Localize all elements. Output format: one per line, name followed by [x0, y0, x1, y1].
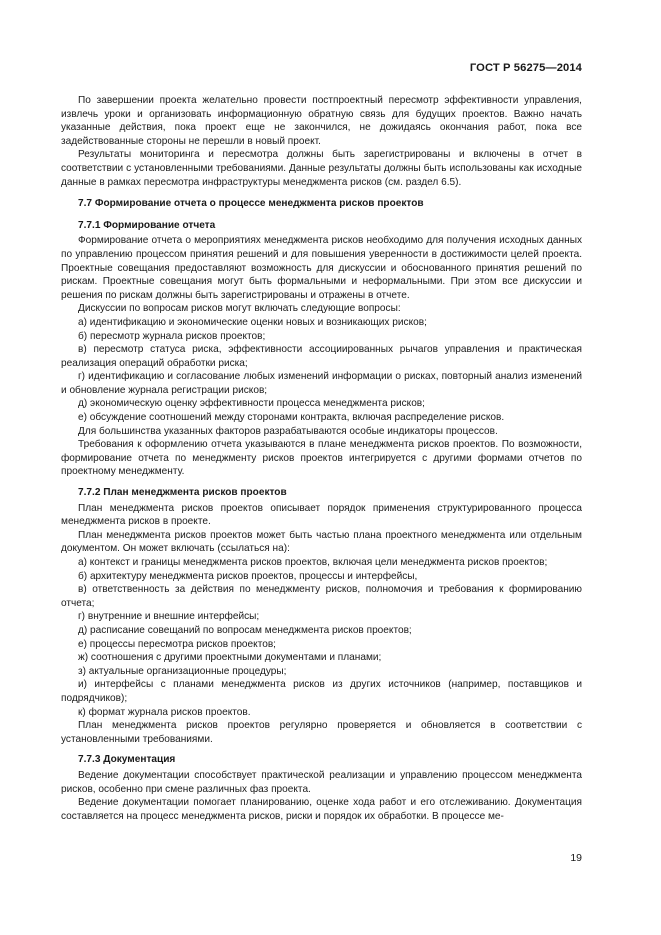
- list-item: б) пересмотр журнала рисков проектов;: [78, 330, 266, 342]
- list-item: и) интерфейсы с планами менеджмента рисков из других источников (например, поставщиков и подрядчиков);: [61, 679, 582, 704]
- paragraph: Требования к оформлению отчета указываются в плане менеджмента рисков проектов. По возможности, формирование отчета по менеджменту рисков проектов интегрируется с другими формами отчетов по проектному менеджменту.: [61, 439, 582, 478]
- list-item: г) идентификацию и согласование любых изменений информации о рисках, повторный анализ изменений и обновление журнала регистрации рисков;: [61, 371, 582, 396]
- list-item: а) идентификацию и экономические оценки новых и возникающих рисков;: [78, 316, 427, 328]
- paragraph: Дискуссии по вопросам рисков могут включать следующие вопросы:: [78, 303, 401, 315]
- paragraph: План менеджмента рисков проектов может быть частью плана проектного менеджмента или отдельным документом. Он может включать (ссылаться на):: [61, 529, 582, 555]
- section-heading-7-7-1: 7.7.1 Формирование отчета: [78, 219, 216, 231]
- paragraph: По завершении проекта желательно провести постпроектный пересмотр эффективности управления, извлечь уроки и организовать информационную обратную связь для будущих проектов. Важно начать указанные действия, пока проект еще не закончился, не дожидаясь окончания работ, пока все задействованные стороны не перешли в новый проект.: [61, 95, 582, 147]
- list-item: а) контекст и границы менеджмента рисков проектов, включая цели менеджмента рисков проектов;: [78, 557, 548, 568]
- list-item: к) формат журнала рисков проектов.: [78, 706, 251, 718]
- list-item: з) актуальные организационные процедуры;: [78, 665, 287, 677]
- document-code: ГОСТ Р 56275—2014: [469, 62, 582, 74]
- list-item: г) внутренние и внешние интерфейсы;: [78, 611, 260, 623]
- list-item: в) пересмотр статуса риска, эффективности ассоциированных рычагов управления и практическая реализация операций обработки риска;: [61, 344, 582, 369]
- list-item: д) расписание совещаний по вопросам менеджмента рисков проектов;: [78, 624, 412, 636]
- section-heading-7-7: 7.7 Формирование отчета о процессе менеджмента рисков проектов: [78, 198, 424, 210]
- paragraph: Ведение документации способствует практической реализации и управлению процессом менеджмента рисков, особенно при смене различных фаз проекта.: [61, 769, 582, 795]
- list-item: д) экономическую оценку эффективности процесса менеджмента рисков;: [78, 398, 425, 410]
- list-item: е) процессы пересмотра рисков проектов;: [78, 638, 276, 650]
- paragraph: Для большинства указанных факторов разрабатываются особые индикаторы процессов.: [78, 425, 498, 437]
- list-item: в) ответственность за действия по менеджменту рисков, полномочия и требования к формированию отчета;: [61, 584, 582, 609]
- paragraph: Формирование отчета о мероприятиях менеджмента рисков необходимо для получения исходных данных по управлению процессом принятия решений и для повышения уверенности в достижимости целей проекта. Проектные совещания предоставляют возможность для дискуссии и обоснованного принятия решений по рискам. Проектные совещания могут быть формальными и неформальными. При этом все дискуссии и решения по рискам должны быть зарегистрированы и отражены в отчете.: [61, 235, 582, 301]
- list-item: б) архитектуру менеджмента рисков проектов, процессы и интерфейсы,: [78, 570, 418, 582]
- section-heading-7-7-3: 7.7.3 Документация: [78, 754, 176, 766]
- paragraph: Результаты мониторинга и пересмотра должны быть зарегистрированы и включены в отчет в соответствии с установленными требованиями. Данные результаты должны быть использованы как исходные данные в рамках пересмотра инфраструктуры менеджмента рисков (см. раздел 6.5).: [61, 149, 582, 188]
- list-item: ж) соотношения с другими проектными документами и планами;: [78, 652, 382, 664]
- page-number: 19: [570, 852, 582, 864]
- paragraph: План менеджмента рисков проектов описывает порядок применения структурированного процесса менеджмента рисков в проекте.: [61, 502, 582, 528]
- paragraph: План менеджмента рисков проектов регулярно проверяется и обновляется в соответствии с установленными требованиями.: [61, 720, 582, 745]
- document-body: [61, 94, 582, 823]
- paragraph: Ведение документации помогает планированию, оценке хода работ и его отслеживанию. Документация составляется на процесс менеджмента рисков, риски и порядок их обработки. В процессе ме-: [61, 797, 582, 822]
- list-item: е) обсуждение соотношений между сторонами контракта, включая распределение рисков.: [78, 412, 505, 424]
- section-heading-7-7-2: 7.7.2 План менеджмента рисков проектов: [78, 487, 287, 499]
